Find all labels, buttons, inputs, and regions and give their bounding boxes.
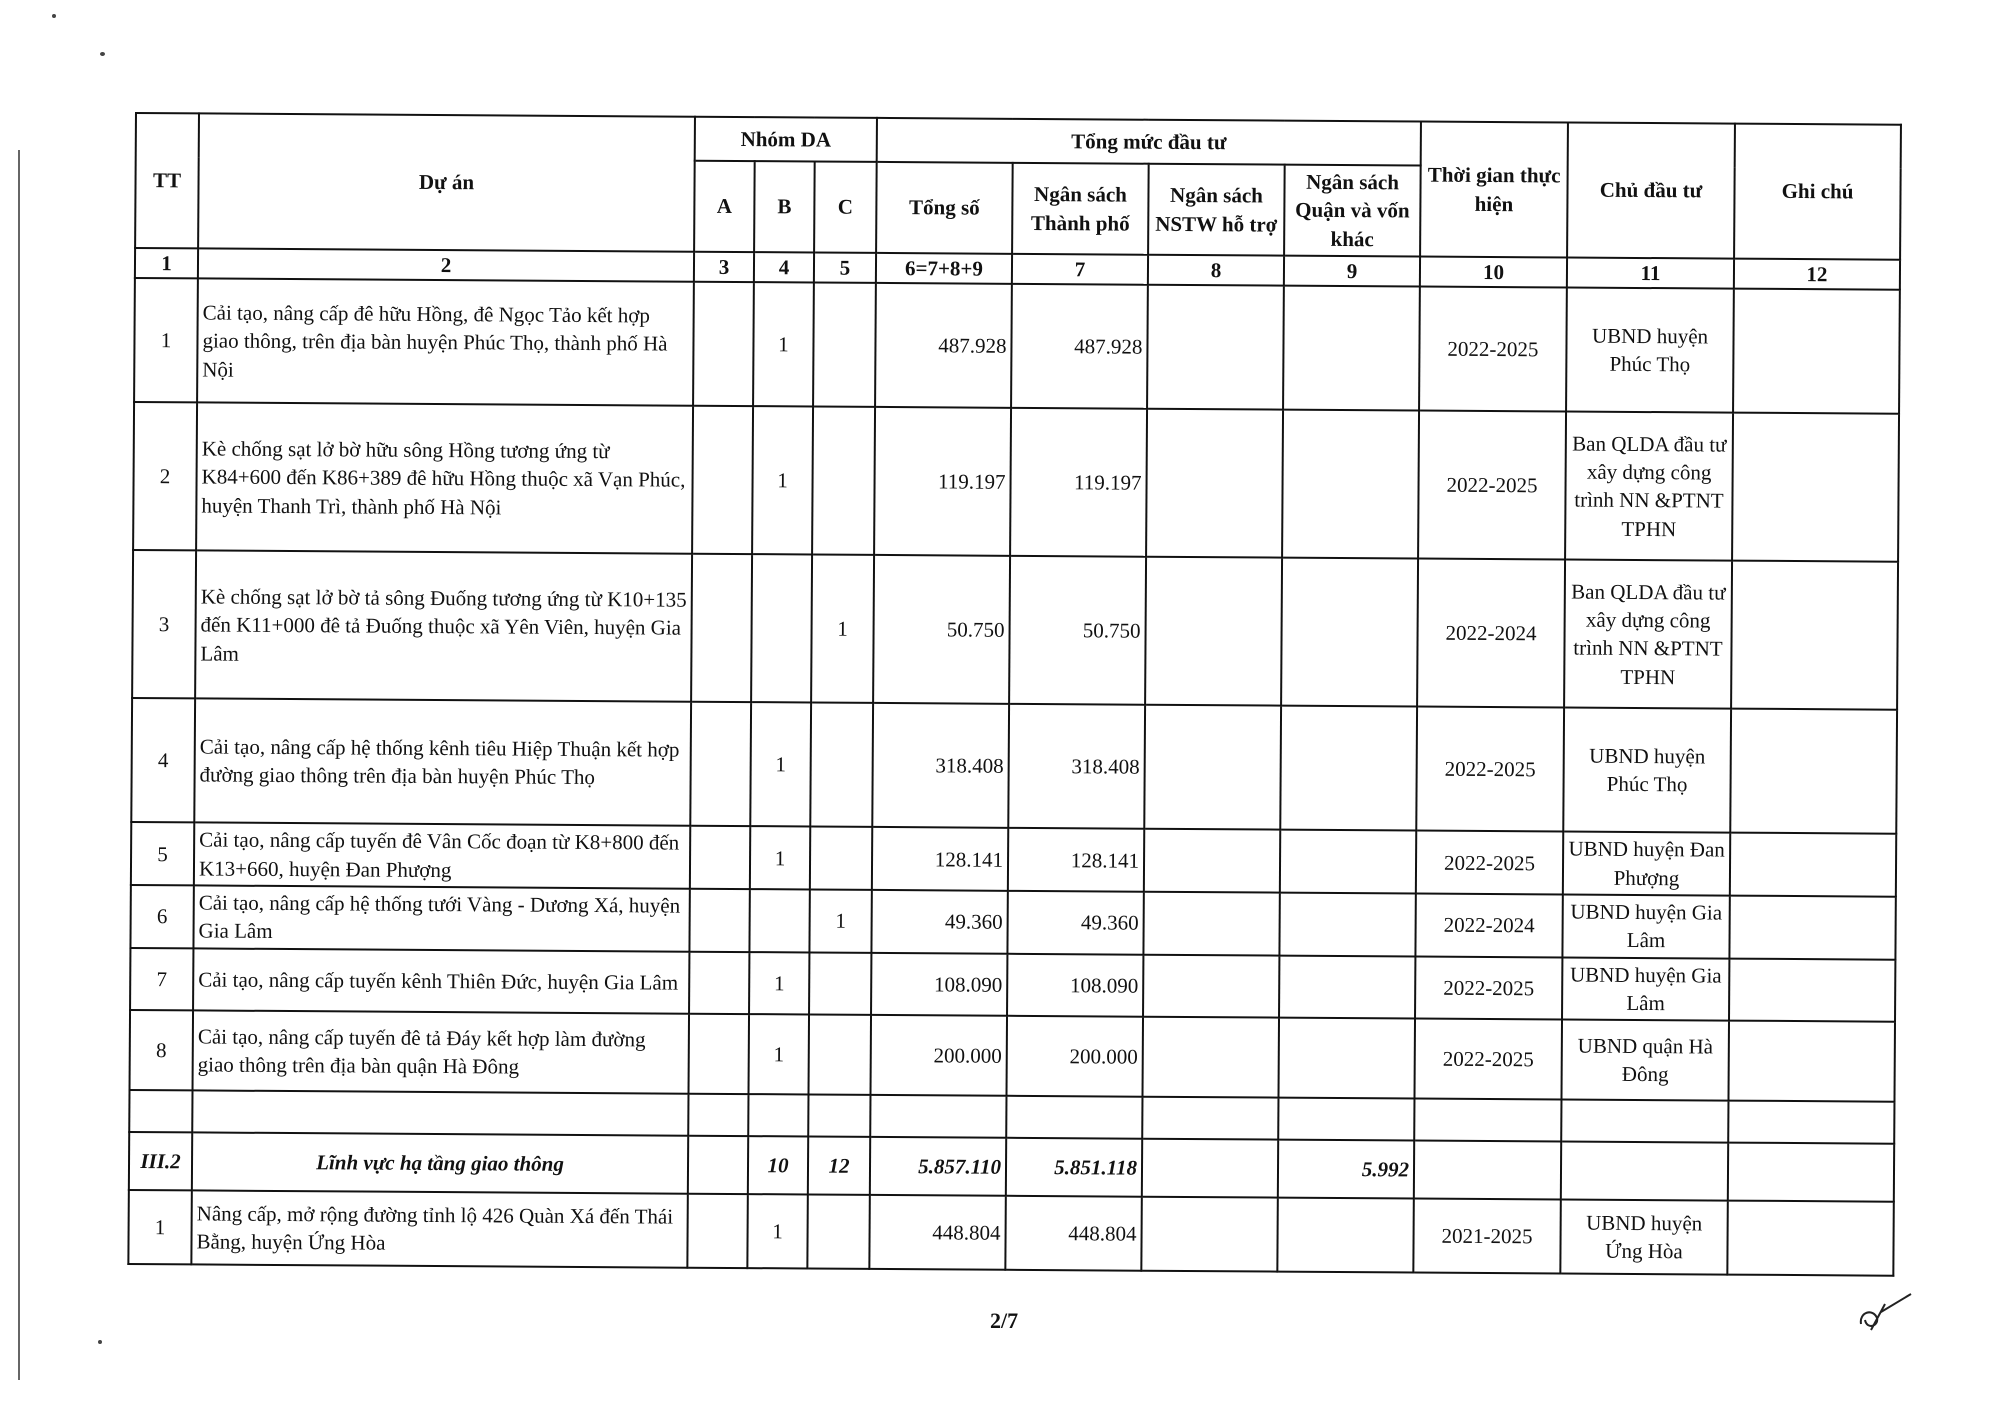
row-group-c <box>812 407 875 555</box>
row-central-budget <box>1143 892 1279 956</box>
empty-cell <box>1278 1098 1414 1141</box>
section-period <box>1414 1141 1561 1200</box>
row-group-a <box>693 282 754 406</box>
empty-cell <box>1728 1101 1894 1144</box>
row-group-c <box>809 952 871 1015</box>
row-group-a <box>689 889 749 952</box>
row-total: 200.000 <box>871 1015 1008 1096</box>
row-district-budget <box>1279 1018 1416 1099</box>
table-row <box>128 1190 1893 1276</box>
table-row <box>130 1010 1896 1102</box>
row-note <box>1731 561 1898 710</box>
investment-table <box>127 112 1902 1277</box>
row-group-a <box>691 554 752 702</box>
row-project: Kè chống sạt lở bờ hữu sông Hồng tương ứng từ K84+600 đến K86+389 đê hữu Hồng thuộc xã Vạn Phúc, huyện Thanh Trì, thành phố Hà Nội <box>196 403 693 554</box>
row-tt: 2 <box>133 402 197 550</box>
row-group-b: 1 <box>748 1015 809 1095</box>
row-city-budget: 318.408 <box>1008 704 1145 829</box>
row-project: Nâng cấp, mở rộng đường tỉnh lộ 426 Quàn Xá đến Thái Bằng, huyện Ứng Hòa <box>191 1191 687 1268</box>
row-district-budget <box>1279 893 1415 957</box>
row-note <box>1729 958 1895 1022</box>
row-group-c <box>813 283 876 407</box>
row-group-a <box>690 702 751 826</box>
column-number: 9 <box>1284 256 1420 287</box>
header-project: Dự án <box>198 113 695 251</box>
table-row <box>133 402 1899 562</box>
column-number: 4 <box>754 252 814 283</box>
empty-cell <box>1006 1096 1142 1139</box>
row-central-budget <box>1141 1197 1277 1272</box>
row-group-b <box>751 554 812 702</box>
section-note <box>1728 1143 1894 1202</box>
header-tt: TT <box>135 113 199 248</box>
row-project: Kè chống sạt lở bờ tả sông Đuống tương ứng từ K10+135 đến K11+000 đê tả Đuống thuộc xã Yên Viên, huyện Gia Lâm <box>195 551 692 702</box>
header-period: Thời gian thực hiện <box>1420 122 1568 258</box>
row-group-a <box>692 406 753 554</box>
row-city-budget: 49.360 <box>1007 891 1143 955</box>
row-note <box>1730 833 1896 897</box>
row-tt: 3 <box>132 550 196 698</box>
column-number: 10 <box>1420 257 1567 288</box>
row-tt: 8 <box>130 1010 194 1090</box>
row-group-b: 1 <box>753 282 814 406</box>
header-central-budget: Ngân sách NSTW hỗ trợ <box>1148 164 1285 256</box>
column-number: 3 <box>694 252 754 283</box>
row-district-budget <box>1277 1198 1413 1273</box>
row-project: Cải tạo, nâng cấp tuyến kênh Thiên Đức, huyện Gia Lâm <box>193 948 689 1014</box>
empty-cell <box>1561 1100 1728 1143</box>
section-owner <box>1561 1142 1728 1201</box>
row-note <box>1727 1201 1893 1276</box>
row-project: Cải tạo, nâng cấp tuyến đê tả Đáy kết hợp làm đường giao thông trên địa bàn quận Hà Đông <box>193 1011 690 1094</box>
section-total: 5.857.110 <box>870 1137 1006 1196</box>
row-central-budget <box>1144 705 1281 830</box>
header-owner: Chủ đầu tư <box>1567 123 1735 259</box>
table-row <box>132 550 1898 710</box>
row-note <box>1729 896 1895 960</box>
empty-cell <box>192 1091 688 1136</box>
header-total: Tổng số <box>876 162 1013 254</box>
scan-speck <box>52 14 56 18</box>
row-tt: 1 <box>134 278 198 402</box>
section-city-budget: 5.851.118 <box>1006 1138 1142 1197</box>
row-owner: Ban QLDA đầu tư xây dựng công trình NN &PTNT TPHN <box>1565 412 1733 561</box>
row-group-b: 1 <box>749 952 809 1015</box>
row-owner: UBND huyện Gia Lâm <box>1562 957 1729 1021</box>
row-total: 49.360 <box>871 890 1007 954</box>
table-row <box>130 948 1895 1022</box>
table-row <box>131 822 1896 896</box>
row-central-budget <box>1143 1017 1280 1098</box>
row-central-budget <box>1143 954 1279 1018</box>
section-title: Lĩnh vực hạ tầng giao thông <box>192 1133 688 1194</box>
header-row-1 <box>136 113 1901 169</box>
page-edge-line <box>18 150 20 1380</box>
row-group-b: 1 <box>750 702 811 826</box>
column-number: 2 <box>198 248 694 282</box>
row-city-budget: 50.750 <box>1009 556 1146 705</box>
row-owner: UBND huyện Gia Lâm <box>1562 895 1729 959</box>
row-central-budget <box>1145 557 1282 706</box>
row-group-b: 1 <box>747 1195 807 1269</box>
header-group-a: A <box>694 161 755 252</box>
row-period: 2022-2025 <box>1416 707 1564 832</box>
row-total: 50.750 <box>873 555 1010 704</box>
initials-signature <box>1855 1290 1915 1340</box>
section-district-budget: 5.992 <box>1278 1140 1414 1199</box>
row-total: 448.804 <box>869 1195 1005 1270</box>
section-group-b: 10 <box>748 1137 808 1195</box>
empty-cell <box>870 1095 1006 1138</box>
row-tt: 4 <box>131 698 195 822</box>
section-group-c: 12 <box>808 1137 870 1195</box>
column-number: 5 <box>814 253 876 284</box>
row-city-budget: 448.804 <box>1005 1196 1141 1271</box>
row-tt: 5 <box>131 822 194 885</box>
table-row <box>134 278 1900 414</box>
row-tt: 1 <box>128 1190 191 1264</box>
row-tt: 6 <box>130 885 193 948</box>
empty-cell <box>808 1095 870 1137</box>
row-project: Cải tạo, nâng cấp đê hữu Hồng, đê Ngọc Tảo kết hợp giao thông, trên địa bàn huyện Phúc Thọ, thành phố Hà Nội <box>197 279 694 406</box>
row-period: 2022-2024 <box>1415 894 1562 958</box>
column-number: 12 <box>1734 259 1900 290</box>
row-period: 2022-2025 <box>1418 411 1566 560</box>
row-district-budget <box>1280 830 1416 894</box>
row-owner: Ban QLDA đầu tư xây dựng công trình NN &PTNT TPHN <box>1564 560 1732 709</box>
row-group-b <box>749 889 809 952</box>
row-city-budget: 119.197 <box>1010 408 1147 557</box>
row-owner: UBND huyện Phúc Thọ <box>1563 708 1731 833</box>
row-total: 119.197 <box>874 407 1011 556</box>
row-total: 128.141 <box>872 827 1008 891</box>
row-group-a <box>688 1014 749 1094</box>
row-tt: 7 <box>130 948 193 1011</box>
section-tt: III.2 <box>129 1132 192 1190</box>
row-period: 2022-2025 <box>1414 1019 1562 1100</box>
table-row <box>131 698 1897 834</box>
scan-speck <box>98 1340 102 1344</box>
header-group-c: C <box>814 162 877 253</box>
header-group-b: B <box>754 161 815 252</box>
empty-cell <box>129 1090 192 1132</box>
row-city-budget: 487.928 <box>1011 284 1148 409</box>
header-city-budget: Ngân sách Thành phố <box>1012 163 1149 255</box>
row-total: 318.408 <box>872 703 1009 828</box>
row-group-b: 1 <box>752 406 813 554</box>
row-project: Cải tạo, nâng cấp tuyến đê Vân Cốc đoạn từ K8+800 đến K13+660, huyện Đan Phượng <box>194 823 690 889</box>
column-number: 11 <box>1567 258 1734 289</box>
row-central-budget <box>1147 285 1284 410</box>
row-total: 487.928 <box>875 283 1012 408</box>
row-note <box>1728 1021 1895 1102</box>
column-number: 7 <box>1012 254 1148 285</box>
section-central-budget <box>1142 1139 1278 1198</box>
row-owner: UBND huyện Ứng Hòa <box>1560 1200 1727 1275</box>
row-period: 2021-2025 <box>1413 1199 1560 1274</box>
row-group-c <box>810 703 873 827</box>
empty-cell <box>748 1095 808 1137</box>
section-group-a <box>688 1136 748 1194</box>
row-group-c <box>808 1015 871 1095</box>
row-owner: UBND huyện Phúc Thọ <box>1566 288 1734 413</box>
row-city-budget: 108.090 <box>1007 954 1143 1018</box>
row-group-a <box>687 1194 747 1268</box>
row-city-budget: 128.141 <box>1008 828 1144 892</box>
row-note <box>1730 709 1897 834</box>
row-project: Cải tạo, nâng cấp hệ thống tưới Vàng - Dương Xá, huyện Gia Lâm <box>193 885 689 951</box>
row-district-budget <box>1281 558 1418 707</box>
header-district-budget: Ngân sách Quận và vốn khác <box>1284 165 1421 257</box>
row-period: 2022-2025 <box>1419 287 1567 412</box>
row-period: 2022-2025 <box>1415 956 1562 1020</box>
column-number: 1 <box>135 248 198 279</box>
row-district-budget <box>1279 955 1415 1019</box>
header-total-investment: Tổng mức đầu tư <box>877 118 1421 166</box>
row-period: 2022-2024 <box>1417 559 1565 708</box>
scan-speck <box>100 52 105 56</box>
row-total: 108.090 <box>871 953 1007 1017</box>
row-group-c: 1 <box>811 555 874 703</box>
row-group-c <box>810 827 872 890</box>
row-owner: UBND huyện Đan Phượng <box>1563 832 1730 896</box>
table-row <box>130 885 1895 959</box>
row-owner: UBND quận Hà Đông <box>1561 1020 1729 1101</box>
row-city-budget: 200.000 <box>1007 1016 1144 1097</box>
header-group: Nhóm DA <box>695 117 877 162</box>
empty-cell <box>688 1094 748 1136</box>
column-number: 6=7+8+9 <box>876 253 1012 284</box>
column-number: 8 <box>1148 255 1284 286</box>
row-group-a <box>689 951 749 1014</box>
row-note <box>1733 289 1900 414</box>
row-central-budget <box>1146 409 1283 558</box>
row-period: 2022-2025 <box>1416 831 1563 895</box>
row-group-a <box>690 826 750 889</box>
row-group-b: 1 <box>750 826 810 889</box>
row-group-c: 1 <box>809 890 871 953</box>
row-note <box>1732 413 1899 562</box>
row-project: Cải tạo, nâng cấp hệ thống kênh tiêu Hiệp Thuận kết hợp đường giao thông trên địa bàn huyện Phúc Thọ <box>194 699 691 826</box>
row-district-budget <box>1282 410 1419 559</box>
empty-cell <box>1414 1099 1561 1142</box>
row-group-c <box>807 1195 870 1269</box>
empty-cell <box>1142 1097 1278 1140</box>
row-district-budget <box>1283 286 1420 411</box>
page-number: 2/7 <box>990 1308 1019 1333</box>
header-notes: Ghi chú <box>1734 124 1901 260</box>
row-district-budget <box>1280 706 1417 831</box>
row-central-budget <box>1144 829 1280 893</box>
